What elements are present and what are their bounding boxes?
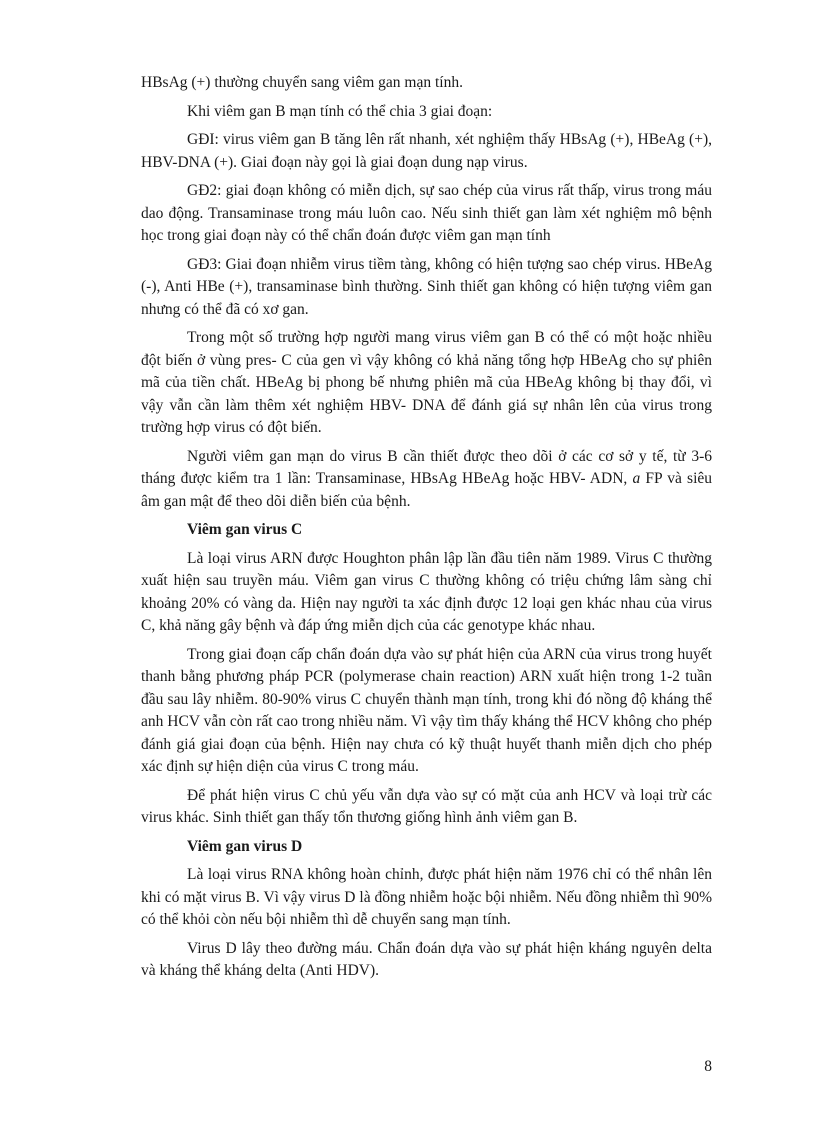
section-heading-hepatitis-c: Viêm gan virus C [187, 521, 303, 538]
paragraph: Trong giai đoạn cấp chẩn đoán dựa vào sự phát hiện của ARN của virus trong huyết thanh bằng phương pháp PCR (polymerase chain reaction) ARN xuất hiện trong 1-2 tuần đầu sau lây nhiễm. 80-90% virus C chuyển thành mạn tính, trong khi đó nồng độ kháng thể anh HCV vẫn còn rất cao trong nhiều năm. Vì vậy tìm thấy kháng thể HCV không cho phép đánh giá giai đoạn của bệnh. Hiện nay chưa có kỹ thuật huyết thanh miễn dịch cho phép xác định sự hiện diện của virus C trong máu. [141, 645, 712, 775]
text-run: FP và siêu âm gan mật để theo dõi diễn biến của bệnh. [141, 470, 713, 510]
paragraph: Là loại virus ARN được Houghton phân lập lần đầu tiên năm 1989. Virus C thường xuất hiện sau truyền máu. Viêm gan virus C thường không có triệu chứng lâm sàng chỉ khoảng 20% có vàng da. Hiện nay người ta xác định được 12 loại gen khác nhau của virus C, khả năng gây bệnh và đáp ứng miễn dịch của các genotype khác nhau. [141, 549, 712, 634]
page-number: 8 [704, 1058, 712, 1075]
paragraph-stage-3: GĐ3: Giai đoạn nhiễm virus tiềm tàng, không có hiện tượng sao chép virus. HBeAg (-), Anti HBe (+), transaminase bình thường. Sinh thiết gan không có hiện tượng viêm gan nhưng có thể đã có xơ gan. [141, 255, 712, 318]
text-run: Người viêm gan mạn do virus B cần thiết được theo dõi ở các cơ sở y tế, từ 3-6 tháng được kiểm tra 1 lần: Transaminase, HBsAg HBeAg hoặc HBV- ADN, [141, 447, 712, 487]
paragraph-stage-2: GĐ2: giai đoạn không có miễn dịch, sự sao chép của virus rất thấp, virus trong máu dao động. Transaminase trong máu luôn cao. Nếu sinh thiết gan làm xét nghiệm mô bệnh học trong giai đoạn này có thể chẩn đoán được viêm gan mạn tính [141, 182, 712, 244]
paragraph: Trong một số trường hợp người mang virus viêm gan B có thể có một hoặc nhiều đột biến ở vùng pres- C của gen vì vậy không có khả năng tổng hợp HBeAg cho sự phiên mã của tiền chất. HBeAg bị phong bế nhưng phiên mã của HBeAg không bị thay đổi, vì vậy vẫn cần làm thêm xét nghiệm HBV- DNA để đánh giá sự nhân lên của virus trong trường hợp virus có đột biến. [141, 329, 712, 436]
paragraph: Khi viêm gan B mạn tính có thể chia 3 giai đoạn: [187, 102, 493, 120]
paragraph: Virus D lây theo đường máu. Chẩn đoán dựa vào sự phát hiện kháng nguyên delta và kháng thể kháng delta (Anti HDV). [141, 939, 712, 979]
alpha-symbol: a [632, 470, 641, 487]
paragraph: Để phát hiện virus C chủ yếu vẫn dựa vào sự có mặt của anh HCV và loại trừ các virus khác. Sinh thiết gan thấy tổn thương giống hình ảnh viêm gan B. [141, 786, 712, 826]
paragraph: HBsAg (+) thường chuyển sang viêm gan mạn tính. [141, 74, 463, 91]
section-heading-hepatitis-d: Viêm gan virus D [187, 837, 303, 855]
paragraph-stage-1: GĐI: virus viêm gan B tăng lên rất nhanh, xét nghiệm thấy HBsAg (+), HBeAg (+), HBV-DNA (+). Giai đoạn này gọi là giai đoạn dung nạp virus. [141, 131, 712, 171]
paragraph-monitoring [141, 446, 712, 514]
paragraph: Là loại virus RNA không hoàn chỉnh, được phát hiện năm 1976 chỉ có thể nhân lên khi có mặt virus B. Vì vậy virus D là đồng nhiễm hoặc bội nhiễm. Nếu đồng nhiễm thì 90% có thể khỏi còn nếu bội nhiễm thì dễ chuyển sang mạn tính. [141, 866, 712, 928]
page-body [141, 72, 712, 989]
